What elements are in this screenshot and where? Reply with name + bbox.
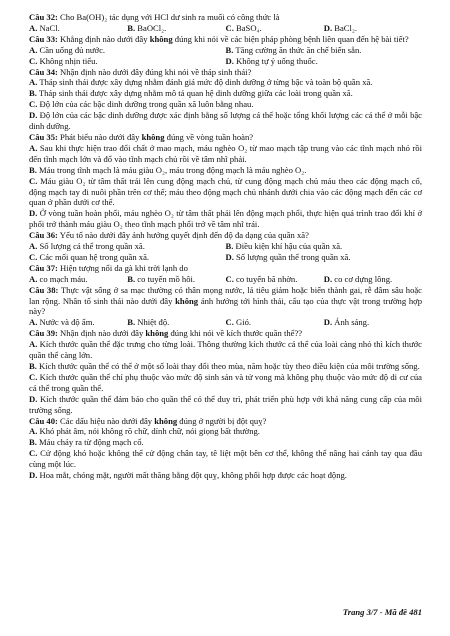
question-number: Câu 35: [29,131,58,142]
option-c: C. Không nhịn tiểu. [29,55,98,66]
option-a: A. Kích thước quần thể đặc trưng cho từng loài. Thông thường kích thước cá thể của loài càng nhỏ thì kích thước quần thể càng lớn. [29,339,422,361]
option-list [29,274,422,285]
option-c: C. Máu giàu O₂ từ tâm thất trái lên cung động mạch chủ, từ cung động mạch chủ máu theo các động mạch cổ, động mạch tay đi nuôi phần trên cơ thể; máu theo động mạch chủ nhánh dưới chia vào các động mạch đến các cơ quan ở phần dưới cơ thể. [29,175,422,208]
question-stem-rest: đúng khi nói về các biện pháp phòng bệnh liên quan đến hệ bài tiết? [172,33,409,44]
negation-keyword: không [145,328,169,339]
option-d: D. Không tự ý uống thuốc. [225,55,318,66]
question-stem: Yếu tố nào dưới đây ảnh hưởng quyết định đến độ đa dạng của quần xã? [59,230,309,241]
option-a: A. co mạch máu. [29,273,88,284]
option-a: A. NaCl. [29,22,60,33]
option-letter: C. [29,99,38,110]
negation-keyword: không [154,415,178,426]
option-b: B. Tháp sinh thái được xây dựng nhằm mô tả quan hệ dinh dưỡng giữa các loài trong quần xã. [29,88,353,99]
option-d: D. Hoa mắt, chóng mặt, người mất thăng bằng đột quỵ, không phối hợp được các hoạt động. [29,470,347,481]
page-footer: Trang 3/7 - Mã đề 481 [342,607,422,617]
option-letter: C. [29,251,38,262]
option-b: B. BaOCl₂. [127,22,167,33]
question-number: Câu 34: [29,66,58,77]
question-stem: Thực vật sống ở sa mạc thường có thân mọng nước, lá tiêu giảm hoặc biến thành gai, rễ đâm sâu hoặc lan rộng. Nhân tố sinh thái nào dưới đây [29,284,422,306]
question-number: Câu 38: [29,284,59,295]
question-33 [29,34,422,67]
question-35 [29,132,422,230]
question-stem-rest: đúng về vòng tuần hoàn? [164,131,254,142]
question-38 [29,285,422,329]
question-34 [29,67,422,132]
question-number: Câu 37: [29,262,58,273]
option-letter: C. [225,22,234,33]
option-c: C. Kích thước quần thể chỉ phụ thuộc vào mức độ sinh sản và tử vong mà không phụ thuộc vào mức độ di cư của cá thể trong quần thể. [29,371,422,393]
option-list [29,317,422,328]
option-c: C. Cử động khó hoặc không thể cử động chân tay, tê liệt một bên cơ thể, không thể nâng hai cánh tay qua đầu cùng một lúc. [29,448,422,470]
option-letter: D. [323,317,333,328]
option-b: B. Máu trong tĩnh mạch là máu giàu O₂, máu trong động mạch là máu nghèo O₂. [29,164,307,175]
option-c: C. Gió. [225,317,252,328]
option-list [29,143,422,230]
option-letter: A. [29,339,38,350]
option-c: C. Các mối quan hệ trong quần xã. [29,251,150,262]
option-letter: A. [29,241,38,252]
option-b: B. Tăng cường ăn thức ăn chế biến sẵn. [225,44,362,55]
question-stem: Nhận định nào dưới đây [60,328,146,339]
option-letter: C. [29,175,38,186]
question-stem: Các dấu hiệu nào dưới đây [60,415,155,426]
option-letter: D. [29,110,38,121]
option-b: B. Kích thước quần thể có thể ở một số loài thay đổi theo mùa, năm hoặc tùy theo điều kiện của môi trường sống. [29,361,420,371]
question-stem-rest: ảnh hưởng tới hình thái, cấu tạo của thực vật trong trường hợp này? [29,295,422,317]
option-letter: B. [127,273,136,284]
option-a: A. Nước và độ ẩm. [29,317,95,328]
option-letter: D. [225,55,234,66]
option-letter: C. [29,55,38,66]
option-a: A. Khó phát âm, nói không rõ chữ, dính chữ, nói giọng bất thường. [29,426,260,437]
option-b: B. Máu chảy ra từ động mạch cổ. [29,437,144,448]
question-37 [29,263,422,285]
question-number: Câu 32: [29,12,58,22]
question-40 [29,416,422,481]
question-stem: Phát biểu nào dưới đây [60,131,142,142]
option-letter: B. [29,88,37,99]
question-number: Câu 36: [29,230,58,241]
option-b: B. co tuyến mồ hôi. [127,273,196,284]
option-letter: A. [29,44,38,55]
negation-keyword: không [175,295,199,306]
option-letter: D. [29,208,38,219]
option-letter: B. [127,317,136,328]
option-d: D. Độ lớn của các bậc dinh dưỡng được xác định bằng số lượng cá thể hoặc tổng khối lượng các cá thể ở mỗi bậc dinh dưỡng. [29,110,422,132]
option-d: D. Kích thước quần thể đảm bảo cho quần thể có thể duy trì, phát triển phù hợp với khả năng cung cấp của môi trường sống. [29,393,422,415]
question-number: Câu 39: [29,328,58,339]
option-d: D. Ánh sáng. [323,317,370,328]
option-c: C. co tuyến bã nhờn. [225,273,298,284]
option-letter: A. [29,317,38,328]
question-number: Câu 33: [29,33,58,44]
option-list [29,23,422,34]
option-letter: D. [225,251,234,262]
option-a: A. Cần uống đủ nước. [29,44,106,55]
option-letter: B. [29,437,37,448]
option-c: C. Độ lớn của các bậc dinh dưỡng trong quần xã luôn bằng nhau. [29,99,254,110]
question-36 [29,230,422,263]
option-letter: D. [323,22,333,33]
option-letter: C. [225,273,234,284]
option-c: C. BaSO₄. [225,22,262,33]
option-d: D. BaCl₂. [323,22,358,33]
option-letter: B. [29,361,37,371]
option-a: A. Số lượng cá thể trong quần xã. [29,241,145,252]
question-number: Câu 40: [29,415,58,426]
option-letter: B. [225,241,234,252]
question-stem: Cho Ba(OH)₂ tác dụng với HCl dư sinh ra muối có công thức là [60,12,280,22]
option-list [29,77,422,132]
option-letter: A. [29,142,38,153]
question-stem: Nhận định nào dưới đây đúng khi nói về tháp sinh thái? [60,66,252,77]
option-letter: B. [127,22,136,33]
option-letter: A. [29,77,38,88]
option-a: A. Sau khi thực hiện trao đổi chất ở mao mạch, máu nghèo O₂ từ mao mạch tập trung vào các tĩnh mạch nhỏ rồi đến tĩnh mạch lớn và đổ vào tĩnh mạch chủ rồi về tâm nhĩ phải. [29,142,422,164]
question-39 [29,328,422,415]
option-d: D. Ở vòng tuần hoàn phổi, máu nghèo O₂ từ tâm thất phải lên động mạch phổi, thực hiện quá trình trao đổi khí ở phổi trở thành máu giàu O₂ theo tĩnh mạch phổi trở về tâm nhĩ trái. [29,208,422,230]
option-letter: C. [29,371,38,382]
option-b: B. Điều kiện khí hậu của quần xã. [225,241,343,252]
option-list [29,339,422,415]
option-b: B. Nhiệt độ. [127,317,170,328]
option-letter: B. [225,44,234,55]
question-stem-rest: đúng ở người bị đột quỵ? [177,415,267,426]
option-d: D. co cơ dựng lông. [323,273,393,284]
option-list [29,241,422,263]
option-a: A. Tháp sinh thái được xây dựng nhằm đánh giá mức độ dinh dưỡng ở từng bậc và toàn bộ quần xã. [29,77,373,88]
option-letter: A. [29,273,38,284]
option-letter: C. [225,317,234,328]
question-stem: Khẳng định nào dưới đây [60,33,150,44]
option-d: D. Số lượng quần thể trong quần xã. [225,251,351,262]
option-letter: D. [29,470,38,481]
negation-keyword: không [149,33,173,44]
negation-keyword: không [141,131,165,142]
option-list [29,426,422,481]
option-letter: C. [29,448,38,459]
question-stem-rest: đúng khi nói về kích thước quần thể?? [168,328,303,339]
option-letter: D. [29,393,38,404]
option-letter: A. [29,426,38,437]
question-32 [29,12,422,34]
option-letter: B. [29,164,37,175]
question-stem: Hiện tượng nổi da gà khi trời lạnh do [60,262,188,273]
option-list [29,45,422,67]
option-letter: D. [323,273,333,284]
option-letter: A. [29,22,38,33]
